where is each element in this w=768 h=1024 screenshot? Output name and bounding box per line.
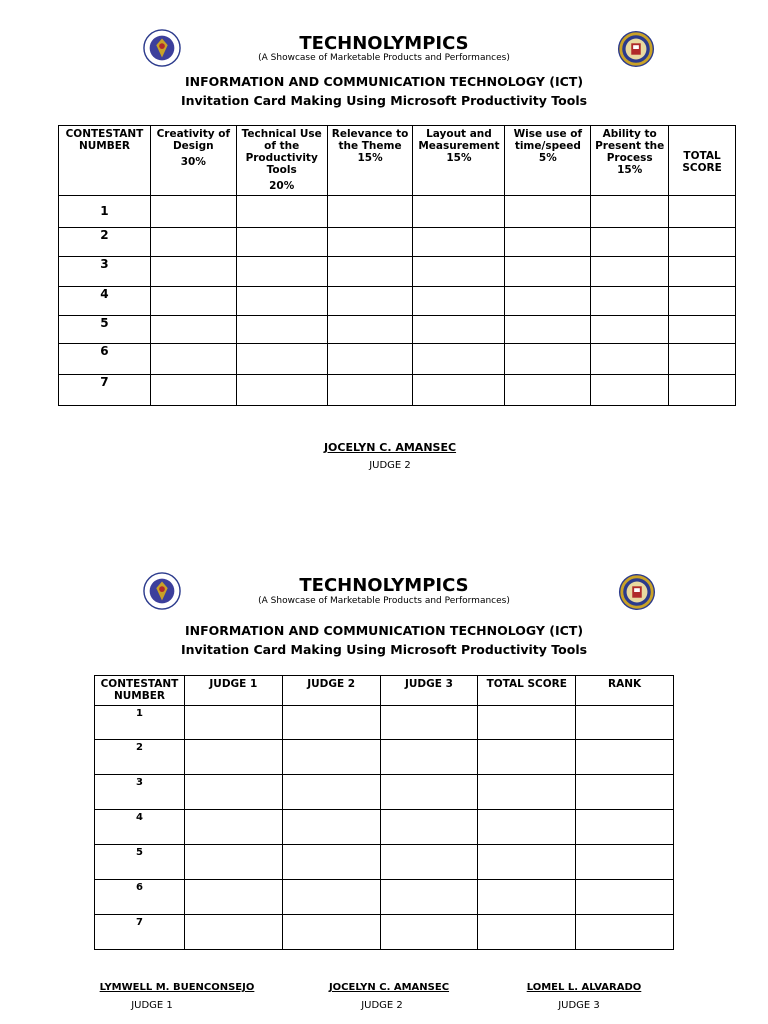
score-cell[interactable] bbox=[184, 775, 282, 810]
table-header-row bbox=[59, 126, 736, 196]
score-cell[interactable] bbox=[327, 316, 413, 344]
contestant-number: 7 bbox=[59, 375, 151, 406]
table-row bbox=[95, 880, 674, 915]
score-cell[interactable] bbox=[413, 228, 505, 257]
contestant-number: 4 bbox=[59, 287, 151, 316]
header-total-score: TOTAL SCORE bbox=[669, 126, 736, 196]
summary-score-table bbox=[94, 675, 674, 950]
score-cell[interactable] bbox=[236, 228, 327, 257]
header-rank: RANK bbox=[576, 676, 674, 706]
score-cell[interactable] bbox=[282, 915, 380, 950]
header-ability: Ability to Present the Process 15% bbox=[591, 126, 669, 196]
score-cell[interactable] bbox=[413, 196, 505, 228]
table-row bbox=[95, 740, 674, 775]
score-cell[interactable] bbox=[478, 740, 576, 775]
judge-1-signature-role: JUDGE 1 bbox=[131, 1000, 173, 1011]
score-cell[interactable] bbox=[184, 706, 282, 740]
score-cell[interactable] bbox=[478, 775, 576, 810]
score-cell[interactable] bbox=[505, 287, 591, 316]
rank-cell[interactable] bbox=[576, 775, 674, 810]
category-heading: INFORMATION AND COMMUNICATION TECHNOLOGY (ICT) bbox=[184, 623, 584, 638]
contestant-number: 1 bbox=[59, 196, 151, 228]
table-header-row bbox=[95, 676, 674, 706]
rank-cell[interactable] bbox=[576, 740, 674, 775]
contestant-number: 1 bbox=[95, 706, 185, 740]
contestant-number: 2 bbox=[59, 228, 151, 257]
score-cell[interactable] bbox=[505, 316, 591, 344]
contestant-number: 2 bbox=[95, 740, 185, 775]
score-cell[interactable] bbox=[282, 775, 380, 810]
score-cell[interactable] bbox=[478, 845, 576, 880]
score-cell[interactable] bbox=[236, 257, 327, 287]
rank-cell[interactable] bbox=[576, 706, 674, 740]
score-cell[interactable] bbox=[413, 257, 505, 287]
rank-cell[interactable] bbox=[576, 915, 674, 950]
score-cell[interactable] bbox=[150, 257, 236, 287]
table-row bbox=[95, 845, 674, 880]
score-cell[interactable] bbox=[150, 228, 236, 257]
score-cell[interactable] bbox=[591, 257, 669, 287]
score-cell[interactable] bbox=[669, 287, 736, 316]
score-cell[interactable] bbox=[478, 706, 576, 740]
score-cell[interactable] bbox=[478, 915, 576, 950]
score-cell[interactable] bbox=[236, 316, 327, 344]
score-cell[interactable] bbox=[282, 845, 380, 880]
score-cell[interactable] bbox=[380, 775, 478, 810]
score-cell[interactable] bbox=[380, 880, 478, 915]
score-cell[interactable] bbox=[413, 316, 505, 344]
score-cell[interactable] bbox=[184, 740, 282, 775]
score-cell[interactable] bbox=[236, 344, 327, 375]
score-cell[interactable] bbox=[327, 287, 413, 316]
score-cell[interactable] bbox=[380, 810, 478, 845]
score-cell[interactable] bbox=[150, 375, 236, 406]
score-cell[interactable] bbox=[505, 257, 591, 287]
table-row bbox=[95, 775, 674, 810]
score-cell[interactable] bbox=[236, 287, 327, 316]
score-cell[interactable] bbox=[380, 740, 478, 775]
score-cell[interactable] bbox=[413, 375, 505, 406]
score-cell[interactable] bbox=[150, 344, 236, 375]
header-contestant-number: CONTESTANT NUMBER bbox=[59, 126, 151, 196]
header-relevance: Relevance to the Theme 15% bbox=[327, 126, 413, 196]
score-cell[interactable] bbox=[591, 316, 669, 344]
contestant-number: 4 bbox=[95, 810, 185, 845]
score-cell[interactable] bbox=[669, 228, 736, 257]
table-row bbox=[59, 316, 736, 344]
table-row bbox=[95, 915, 674, 950]
score-cell[interactable] bbox=[591, 375, 669, 406]
score-cell[interactable] bbox=[236, 196, 327, 228]
score-cell[interactable] bbox=[478, 880, 576, 915]
table-row bbox=[59, 196, 736, 228]
score-cell[interactable] bbox=[282, 810, 380, 845]
contestant-number: 6 bbox=[59, 344, 151, 375]
score-cell[interactable] bbox=[669, 196, 736, 228]
page-subtitle: (A Showcase of Marketable Products and Performances) bbox=[258, 53, 510, 63]
score-cell[interactable] bbox=[150, 287, 236, 316]
rank-cell[interactable] bbox=[576, 845, 674, 880]
event-heading: Invitation Card Making Using Microsoft Productivity Tools bbox=[180, 642, 588, 657]
rank-cell[interactable] bbox=[576, 880, 674, 915]
score-cell[interactable] bbox=[282, 706, 380, 740]
event-heading: Invitation Card Making Using Microsoft Productivity Tools bbox=[180, 93, 588, 108]
score-cell[interactable] bbox=[184, 915, 282, 950]
score-cell[interactable] bbox=[591, 287, 669, 316]
score-cell[interactable] bbox=[591, 344, 669, 375]
table-row bbox=[59, 375, 736, 406]
criteria-score-table bbox=[58, 125, 736, 406]
judge-signature-role: JUDGE 2 bbox=[369, 460, 411, 471]
score-cell[interactable] bbox=[327, 196, 413, 228]
header-contestant-number: CONTESTANT NUMBER bbox=[95, 676, 185, 706]
judge-1-signature-name: LYMWELL M. BUENCONSEJO bbox=[99, 982, 255, 993]
score-cell[interactable] bbox=[236, 375, 327, 406]
header-judge-1: JUDGE 1 bbox=[184, 676, 282, 706]
judge-3-signature-name: LOMEL L. ALVARADO bbox=[526, 982, 642, 993]
header-creativity: Creativity of Design 30% bbox=[150, 126, 236, 196]
table-row bbox=[59, 287, 736, 316]
score-cell[interactable] bbox=[505, 344, 591, 375]
contestant-number: 3 bbox=[95, 775, 185, 810]
header-judge-3: JUDGE 3 bbox=[380, 676, 478, 706]
score-cell[interactable] bbox=[380, 915, 478, 950]
score-cell[interactable] bbox=[505, 228, 591, 257]
score-cell[interactable] bbox=[669, 316, 736, 344]
table-row bbox=[95, 706, 674, 740]
header-time: Wise use of time/speed 5% bbox=[505, 126, 591, 196]
score-cell[interactable] bbox=[591, 228, 669, 257]
score-cell[interactable] bbox=[184, 880, 282, 915]
header-total-score: TOTAL SCORE bbox=[478, 676, 576, 706]
score-cell[interactable] bbox=[669, 375, 736, 406]
table-row bbox=[95, 810, 674, 845]
header-technical-use: Technical Use of the Productivity Tools 20% bbox=[236, 126, 327, 196]
judge-2-signature-name: JOCELYN C. AMANSEC bbox=[328, 982, 450, 993]
score-cell[interactable] bbox=[478, 810, 576, 845]
score-cell[interactable] bbox=[505, 196, 591, 228]
score-cell[interactable] bbox=[591, 196, 669, 228]
contestant-number: 3 bbox=[59, 257, 151, 287]
table-row bbox=[59, 344, 736, 375]
score-cell[interactable] bbox=[327, 375, 413, 406]
contestant-number: 7 bbox=[95, 915, 185, 950]
page-title: TECHNOLYMPICS bbox=[299, 575, 469, 596]
score-cell[interactable] bbox=[380, 706, 478, 740]
score-cell[interactable] bbox=[669, 344, 736, 375]
judge-2-signature-role: JUDGE 2 bbox=[361, 1000, 403, 1011]
score-cell[interactable] bbox=[505, 375, 591, 406]
score-cell[interactable] bbox=[669, 257, 736, 287]
category-heading: INFORMATION AND COMMUNICATION TECHNOLOGY (ICT) bbox=[184, 74, 584, 89]
score-cell[interactable] bbox=[184, 845, 282, 880]
contestant-number: 5 bbox=[95, 845, 185, 880]
table-row bbox=[59, 228, 736, 257]
judge-signature-name: JOCELYN C. AMANSEC bbox=[323, 441, 457, 454]
header-judge-2: JUDGE 2 bbox=[282, 676, 380, 706]
score-cell[interactable] bbox=[282, 880, 380, 915]
score-cell[interactable] bbox=[327, 228, 413, 257]
score-cell[interactable] bbox=[150, 196, 236, 228]
header-layout: Layout and Measurement 15% bbox=[413, 126, 505, 196]
score-cell[interactable] bbox=[184, 810, 282, 845]
rank-cell[interactable] bbox=[576, 810, 674, 845]
score-cell[interactable] bbox=[150, 316, 236, 344]
score-cell[interactable] bbox=[380, 845, 478, 880]
score-cell[interactable] bbox=[413, 344, 505, 375]
contestant-number: 5 bbox=[59, 316, 151, 344]
score-cell[interactable] bbox=[327, 257, 413, 287]
page-subtitle: (A Showcase of Marketable Products and Performances) bbox=[258, 596, 510, 606]
contestant-number: 6 bbox=[95, 880, 185, 915]
page-title: TECHNOLYMPICS bbox=[299, 33, 469, 54]
score-cell[interactable] bbox=[413, 287, 505, 316]
score-cell[interactable] bbox=[282, 740, 380, 775]
score-cell[interactable] bbox=[327, 344, 413, 375]
table-row bbox=[59, 257, 736, 287]
judge-3-signature-role: JUDGE 3 bbox=[558, 1000, 600, 1011]
